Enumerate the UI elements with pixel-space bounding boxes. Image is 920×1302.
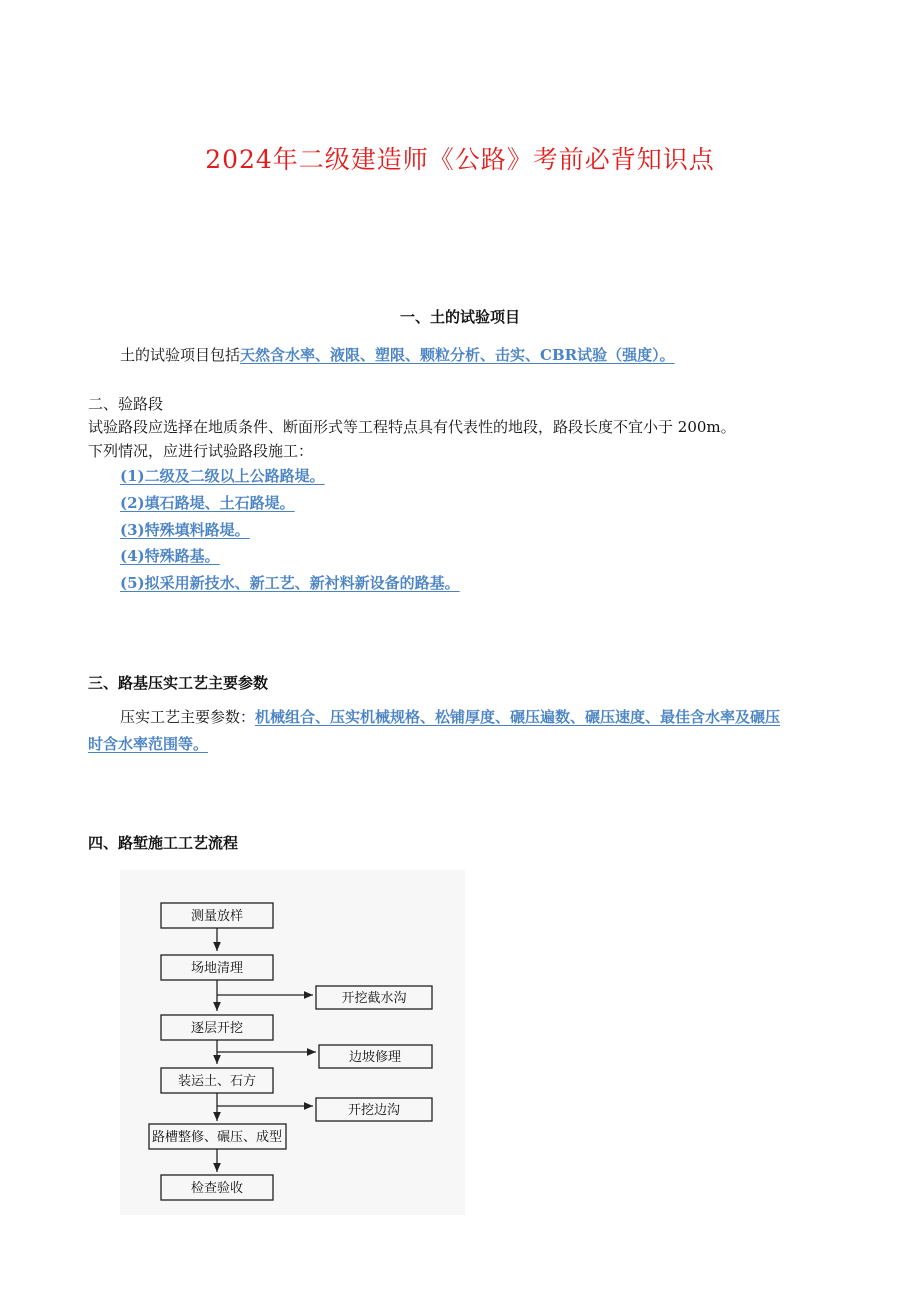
section3-lead: 压实工艺主要参数： xyxy=(120,708,256,726)
flow-label-main: 装运土、石方 xyxy=(177,1074,257,1089)
section2-line1: 试验路段应选择在地质条件、断面形式等工程特点具有代表性的地段，路段长度不宜小于 200m。 xyxy=(88,418,736,436)
section2-line2: 下列情况，应进行试验路段施工： xyxy=(88,442,314,460)
section3-line1 xyxy=(120,706,780,727)
flow-label-main: 场地清理 xyxy=(190,961,244,976)
flow-label-main: 逐层开挖 xyxy=(190,1021,244,1036)
section2-list-item[interactable]: (1)二级及二级以上公路路堤。 xyxy=(120,467,325,485)
section1-lead: 土的试验项目包括 xyxy=(120,346,241,364)
section3-heading: 三、路基压实工艺主要参数 xyxy=(88,674,269,692)
section2-list-item[interactable]: (3)特殊填料路堤。 xyxy=(120,521,250,539)
flow-label-side: 开挖截水沟 xyxy=(341,991,407,1006)
section2-list-item[interactable]: (5)拟采用新技水、新工艺、新衬料新设备的路基。 xyxy=(120,574,460,592)
flow-label-side: 开挖边沟 xyxy=(347,1103,401,1118)
section3-params-link[interactable]: 机械组合、压实机械规格、松铺厚度、碾压遍数、碾压速度、最佳含水率及碾压 xyxy=(255,708,781,726)
section1-items-link[interactable]: 天然含水率、液限、塑限、颗粒分析、击实、CBR试验（强度）。 xyxy=(240,346,675,364)
section2-list-item[interactable]: (2)填石路堤、土石路堤。 xyxy=(120,494,295,512)
section1-paragraph xyxy=(120,344,675,365)
flow-label-main: 路槽整修、碾压、成型 xyxy=(151,1130,283,1145)
cutting-process-flowchart xyxy=(120,870,465,1215)
section3-params-link-cont[interactable]: 时含水率范围等。 xyxy=(88,735,209,753)
flow-label-side: 边坡修理 xyxy=(348,1050,402,1065)
flow-label-main: 检查验收 xyxy=(190,1181,244,1196)
document-title: 2024年二级建造师《公路》考前必背知识点 xyxy=(205,145,715,174)
section2-list-item[interactable]: (4)特殊路基。 xyxy=(120,547,220,565)
flow-label-main: 测量放样 xyxy=(190,909,244,924)
section4-heading: 四、路堑施工工艺流程 xyxy=(88,834,239,852)
section2-heading: 二、验路段 xyxy=(88,395,164,413)
section1-heading: 一、土的试验项目 xyxy=(399,308,520,326)
